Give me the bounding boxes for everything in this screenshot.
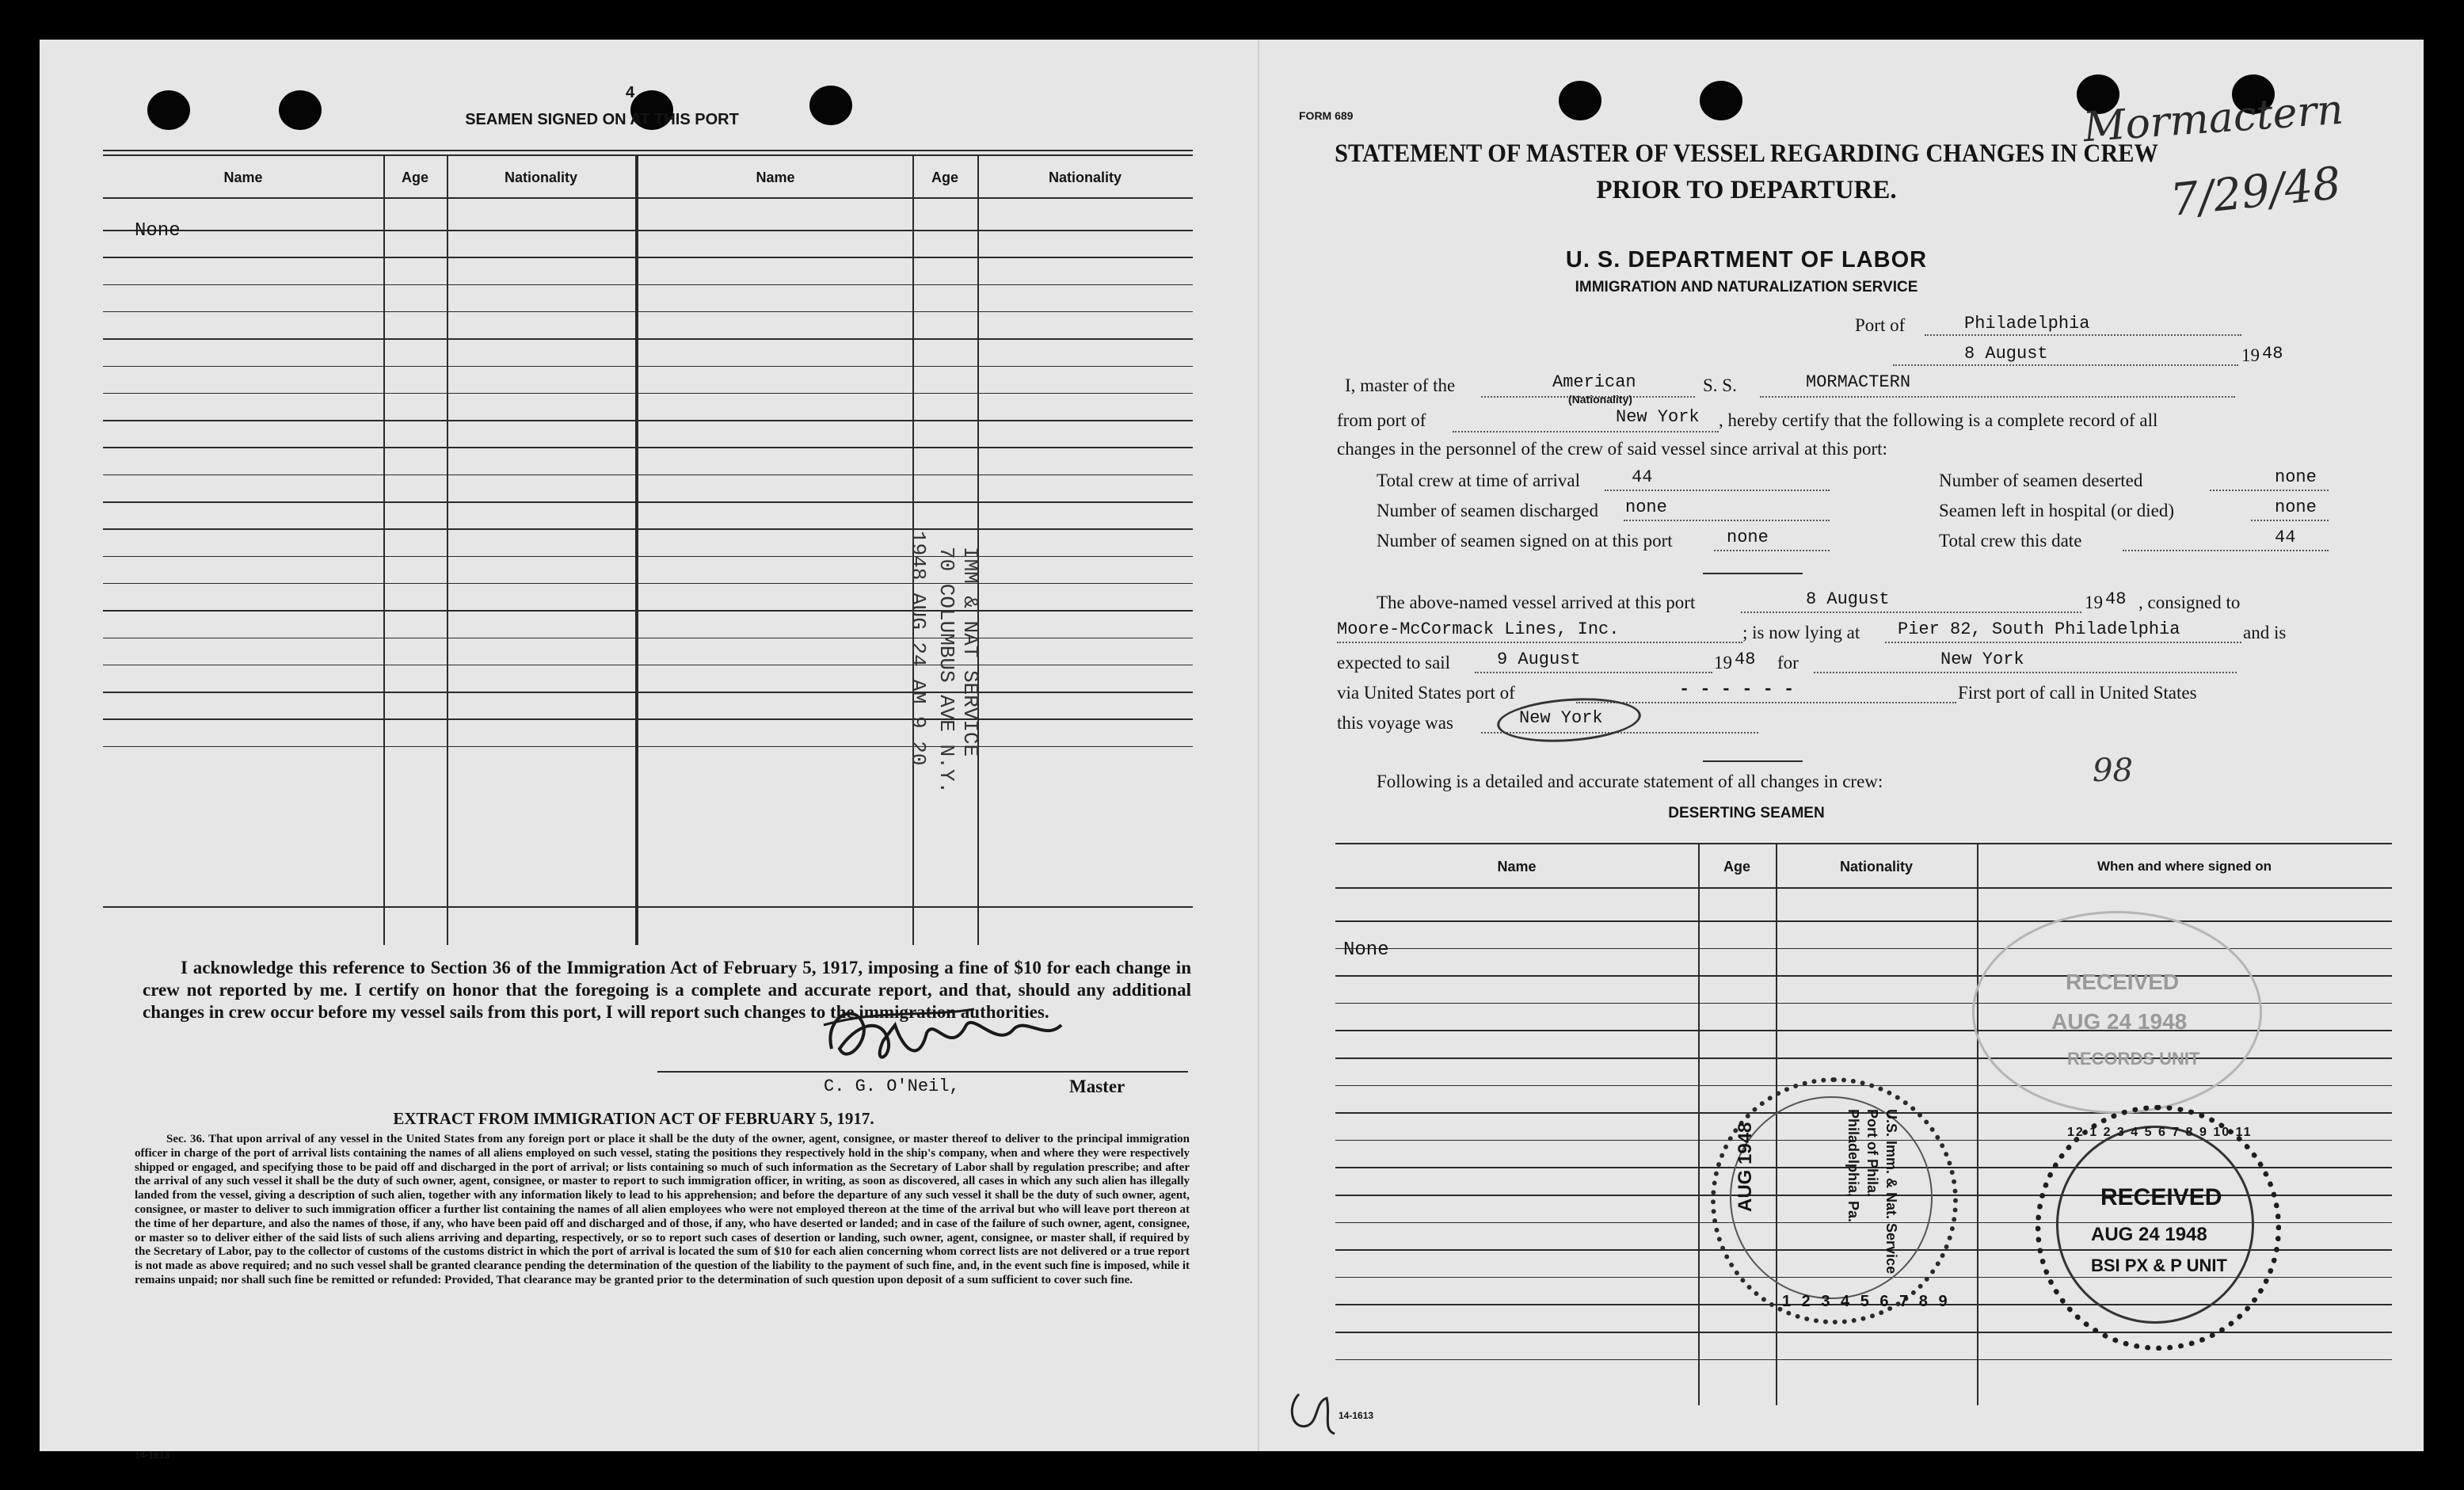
field-line [1337,642,1742,643]
pier-value: Pier 82, South Philadelphia [1898,619,2180,639]
nationality-caption: (Nationality) [1568,393,1632,406]
ss-label: S. S. [1703,375,1737,395]
table-row-line [103,393,1193,394]
first-port-label: First port of call in United States [1958,683,2197,703]
document-sheet [40,40,2424,1461]
department-name: U. S. DEPARTMENT OF LABOR [1565,247,1928,272]
consigned-label: , consigned to [2138,593,2241,612]
field-line [1576,702,1956,703]
port-field-line [1925,334,2241,336]
field-line [1714,550,1830,551]
stamp-line: IMM & NAT SERVICE [958,547,982,757]
header-age: Age [1723,859,1750,875]
bsi-stamp-title: RECEIVED [2100,1184,2222,1210]
field-line [2251,520,2329,521]
table-row-line [103,284,1193,286]
form-code-right: 14-1613 [1339,1410,1374,1421]
following-label: Following is a detailed and accurate statement of all changes in crew: [1377,772,1883,791]
field-line [2210,490,2329,491]
deserting-title: DESERTING SEAMEN [1668,805,1825,821]
voyage-value: New York [1519,708,1603,728]
header-nationality: Nationality [1839,859,1913,875]
field-line [1885,642,2241,643]
extract-text: Sec. 36. That upon arrival of any vessel in the United States from any foreign port or place it shall be the duty of the owner, agent, consignee, or master thereof to deliver to the principal immigration officer in charge of the port of arrival lists containing the names of all aliens employed on such vessel, stating the positions they respectively hold in the ship's company, when and where they were respectively shipped or engaged, and specifying those to be paid off and discharged in the port of arrival; or lists containing so much of such information as the Secretary of Labor shall by regulation prescribe; and after the arrival of any such vessel it shall be the duty of such owner, agent, consignee, or master to report to such immigration officer, in writing, as soon as discovered, all cases in which any such alien has illegally landed from the vessel, giving a description of such alien, together with any information likely to lead to his apprehension; and before the departure of any such vessel it shall be the duty of such owner, agent, consignee, or master to deliver to such immigration officer a further list containing the names of all alien employees who were not employed thereon at the time of the arrival but who will leave port thereon at the time of her departure, and also the names of those, if any, who have been paid off and discharged and of those, if any, who have deserted or landed; and in case of the failure of such owner, agent, consignee, or master so to deliver either of the said lists of such aliens arriving and departing, respectively, or so to report such cases of desertion or landing, such owner, agent, consignee, or master shall, if required by the Secretary of Labor, pay to the collector of customs of the customs district in which the port of arrival is located the sum of $10 for each alien concerning whom correct lists are not delivered or a true report is not made as above required; and no such vessel shall be granted clearance pending the determination of the question of the liability to the payment of such fine, and, in the event such fine is imposed, while it remains unpaid; nor shall such fine be remitted or refunded: Provided, That clearance may be granted prior to the determination of such question upon deposit of a sum sufficient to cover such fine. [135,1133,1190,1286]
table-row-line [103,583,1193,585]
header-name: Name [223,170,263,185]
bsi-circle-stamp [2036,1105,2289,1359]
table-bottom-border [103,906,1193,908]
seamen-discharged-value: none [1625,497,1667,517]
arrived-year-prefix: 19 [2085,593,2103,612]
form-title-line1: STATEMENT OF MASTER OF VESSEL REGARDING CHANGES IN CREW [1335,139,2158,168]
table-row-line [103,556,1193,558]
destination-value: New York [1940,650,2024,669]
ship-value: MORMACTERN [1806,372,1911,392]
page-number: 4 [626,84,635,101]
bsi-stamp-ring: 12 1 2 3 4 5 6 7 8 9 10 11 [2067,1126,2253,1139]
table-row-line [103,311,1193,313]
table-header-border [1335,887,2392,889]
sail-year-prefix: 19 [1714,653,1732,673]
seamen-signed-value: none [1727,528,1769,547]
table-row-line [103,366,1193,368]
port-value: Philadelphia [1964,314,2090,333]
via-value: - - - - - - [1679,680,1795,699]
separator-line [1703,760,1803,762]
acknowledgement-text: I acknowledge this reference to Section 36 of the Immigration Act of February 5, 1917, imposing a fine of $10 for each change in crew not reported by me. I certify on honor that the foregoing is a complete and accurate report, and that, should any additional changes in crew occur before my vessel sails from this port, I will report such changes to the immigration authorities. [143,958,1191,1022]
consignee-value: Moore-McCormack Lines, Inc. [1337,619,1620,639]
port-stamp-date: AUG 1948 [1735,1122,1756,1212]
stamp-line: 70 COLUMBUS AVE N.Y. [935,547,958,795]
bsi-stamp-unit: BSI PX & P UNIT [2091,1256,2227,1275]
handwritten-mark [1283,1386,1346,1442]
field-line [1475,672,1712,673]
port-stamp-line: Philadelphia, Pa. [1845,1109,1861,1223]
received-date: AUG 24 1948 [2051,1009,2188,1034]
field-line [1624,520,1830,521]
seamen-deserted-value: none [2275,467,2317,487]
header-nationality: Nationality [504,170,577,185]
field-line [1814,672,2237,673]
table-row-line [103,257,1193,258]
field-line [2123,550,2329,551]
section-title: SEAMEN SIGNED ON AT THIS PORT [465,111,739,128]
from-port-label: from port of [1337,410,1426,430]
header-signed-on: When and where signed on [2096,859,2272,874]
for-label: for [1777,653,1799,673]
form-code-left: 14-1613 [135,1450,170,1461]
table-row-line [103,338,1193,340]
received-unit: RECORDS UNIT [2067,1049,2200,1069]
service-name: IMMIGRATION AND NATURALIZATION SERVICE [1575,279,1918,295]
table-row-line [103,746,1193,748]
handwritten-number: 98 [2093,753,2133,789]
table-row-line [103,230,1193,231]
right-page [1259,40,2424,1451]
and-is-label: and is [2243,623,2287,642]
form-number: FORM 689 [1299,109,1354,122]
expected-label: expected to sail [1337,653,1451,673]
bsi-stamp-date: AUG 24 1948 [2091,1224,2207,1245]
column-divider [635,154,638,945]
port-stamp-ring: 1 2 3 4 5 6 7 8 9 [1782,1293,1951,1310]
field-line [1605,490,1830,491]
master-signature [808,993,1077,1080]
total-crew-date-value: 44 [2275,528,2296,547]
voyage-label: this voyage was [1337,713,1453,733]
year-value: 48 [2262,344,2283,364]
seamen-hospital-label: Seamen left in hospital (or died) [1939,501,2175,520]
certify-text2: changes in the personnel of the crew of said vessel since arrival at this port: [1337,439,1887,459]
port-circle-stamp [1711,1077,1964,1331]
port-label: Port of [1855,315,1906,335]
seamen-signed-label: Number of seamen signed on at this port [1377,531,1673,551]
header-name: Name [756,170,795,185]
column-divider [1698,843,1700,1405]
table-top-border [103,154,1193,156]
table-row-line [103,718,1193,720]
header-age: Age [931,170,958,185]
stamp-line: 1948 AUG 24 AM 9 20 [906,531,930,766]
received-title: RECEIVED [2066,970,2180,994]
left-page [40,40,1258,1461]
certify-text: , hereby certify that the following is a complete record of all [1719,410,2158,430]
table-row-line [103,610,1193,612]
column-divider [447,154,448,945]
date-field-line [1893,364,2238,366]
port-stamp-line: Port of Phila. [1864,1109,1880,1198]
port-stamp-line: U.S. Imm. & Nat. Service [1883,1109,1899,1275]
column-divider [383,154,385,945]
field-line [1741,612,2081,613]
signature-line [657,1071,1188,1073]
table-row-line [103,692,1193,693]
table-row-line [103,638,1193,639]
signature-name: C. G. O'Neil, [824,1077,960,1096]
table-row-line [1335,1359,2392,1361]
entry-none: None [135,220,181,242]
table-row-line [103,474,1193,476]
sail-year-value: 48 [1735,650,1756,669]
header-age: Age [401,170,428,185]
handwritten-date: 7/29/48 [2168,157,2344,227]
seamen-deserted-label: Number of seamen deserted [1939,471,2143,490]
header-nationality: Nationality [1048,170,1122,185]
entry-none: None [1343,939,1389,961]
year-prefix: 19 [2241,345,2260,365]
seamen-hospital-value: none [2275,497,2317,517]
total-crew-arrival-label: Total crew at time of arrival [1377,471,1581,490]
separator-line [1703,573,1803,574]
arrived-label: The above-named vessel arrived at this port [1377,593,1696,612]
table-row-line [103,501,1193,503]
table-header-border [103,197,1193,199]
handwritten-vessel: Mormactern [2081,86,2345,152]
seamen-discharged-label: Number of seamen discharged [1377,501,1598,520]
total-crew-arrival-value: 44 [1632,467,1653,487]
received-records-stamp [1972,911,2273,1117]
signature-role: Master [1069,1077,1125,1096]
table-row-line [103,420,1193,421]
master-label: I, master of the [1345,375,1456,395]
extract-title: EXTRACT FROM IMMIGRATION ACT OF FEBRUARY 5, 1917. [393,1109,874,1128]
form-title-line2: PRIOR TO DEPARTURE. [1596,176,1897,204]
sail-date-value: 9 August [1497,650,1581,669]
table-top-border [1335,843,2392,844]
table-row-line [103,447,1193,448]
table-row-line [103,528,1193,530]
from-port-field-line [1453,431,1719,433]
from-port-value: New York [1616,407,1700,427]
ship-field-line [1760,396,2235,398]
via-label: via United States port of [1337,683,1515,703]
header-name: Name [1497,859,1537,875]
table-top-border [103,150,1193,151]
date-value: 8 August [1964,344,2048,364]
arrived-year-value: 48 [2105,589,2127,609]
total-crew-date-label: Total crew this date [1939,531,2082,551]
nationality-value: American [1552,372,1636,392]
arrived-value: 8 August [1806,589,1890,609]
table-row-line [103,665,1193,666]
lying-label: ; is now lying at [1742,623,1860,642]
